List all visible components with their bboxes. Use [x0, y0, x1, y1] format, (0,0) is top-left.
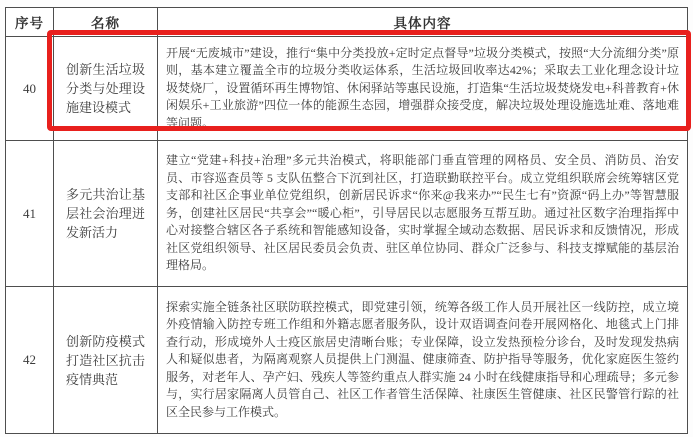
- table-row: [6, 287, 688, 434]
- row-index: 42: [6, 287, 54, 434]
- row-name: 创新生活垃圾分类与处理设施建设模式: [54, 37, 158, 141]
- table-row: [6, 37, 688, 141]
- column-header-name: 名称: [54, 8, 158, 37]
- row-name: 多元共治让基层社会治理迸发新活力: [54, 141, 158, 287]
- row-name: 创新防疫模式打造社区抗击疫情典范: [54, 287, 158, 434]
- column-header-index: 序号: [6, 8, 54, 37]
- row-content: 建立“党建+科技+治理”多元共治模式，将职能部门垂直管理的网格员、安全员、消防员、治安员、市容巡查员等 5 支队伍整合下沉到社区，打造联勤联控平台。成立党组织联席会统筹辖区党支部和社区企事业单位党组织，创新居民诉求“你来@我来办”“民生七有”资源“码上办”等智慧服务，创建社区居民“共享会”“暖心柜”，引导居民以志愿服务互帮互助。通过社区数字治理指挥中心对接整合辖区各子系统和智能感知设备，实时掌握全域动态数据、居民诉求和反馈情况，形成社区党组织领导、社区居民委员会负责、驻区单位协同、群众广泛参与、科技支撑赋能的基层治理格局。: [158, 141, 688, 287]
- row-index: 40: [6, 37, 54, 141]
- row-index: 41: [6, 141, 54, 287]
- column-header-content: 具体内容: [158, 8, 688, 37]
- table-row: [6, 141, 688, 287]
- row-content: 探索实施全链条社区联防联控模式，即党建引领，统筹各级工作人员开展社区一线防控，成立境外疫情输入防控专班工作组和外籍志愿者服务队，设计双语调查问卷开展网格化、地毯式上门排查行动，形成境外人士疫区旅居史清晰台账；专业保障，设立发热预检分诊台，及时发现发热病人和疑似患者，为隔离观察人员提供上门测温、健康筛查、防护指导等服务，优化家庭医生签约服务，对老年人、孕产妇、残疾人等签约重点人群实施 24 小时在线健康指导和心理疏导；多元参与，实行居家隔离人员管自己、社区工作者管生活保障、社康医生管健康、社区民警管行踪的社区全民参与工作模式。: [158, 287, 688, 434]
- content-table: [5, 7, 688, 434]
- table-header-row: [6, 8, 688, 37]
- row-content: 开展“无废城市”建设，推行“集中分类投放+定时定点督导”垃圾分类模式，按照“大分流细分类”原则，基本建立覆盖全市的垃圾分类收运体系，生活垃圾回收率达42%；采取去工业化理念设计垃圾焚烧厂，设置循环再生博物馆、休闲驿站等惠民设施，打造集“生活垃圾焚烧发电+科普教育+休闲娱乐+工业旅游”四位一体的能源生态园，增强群众接受度，解决垃圾处理设施选址难、落地难等问题。: [158, 37, 688, 141]
